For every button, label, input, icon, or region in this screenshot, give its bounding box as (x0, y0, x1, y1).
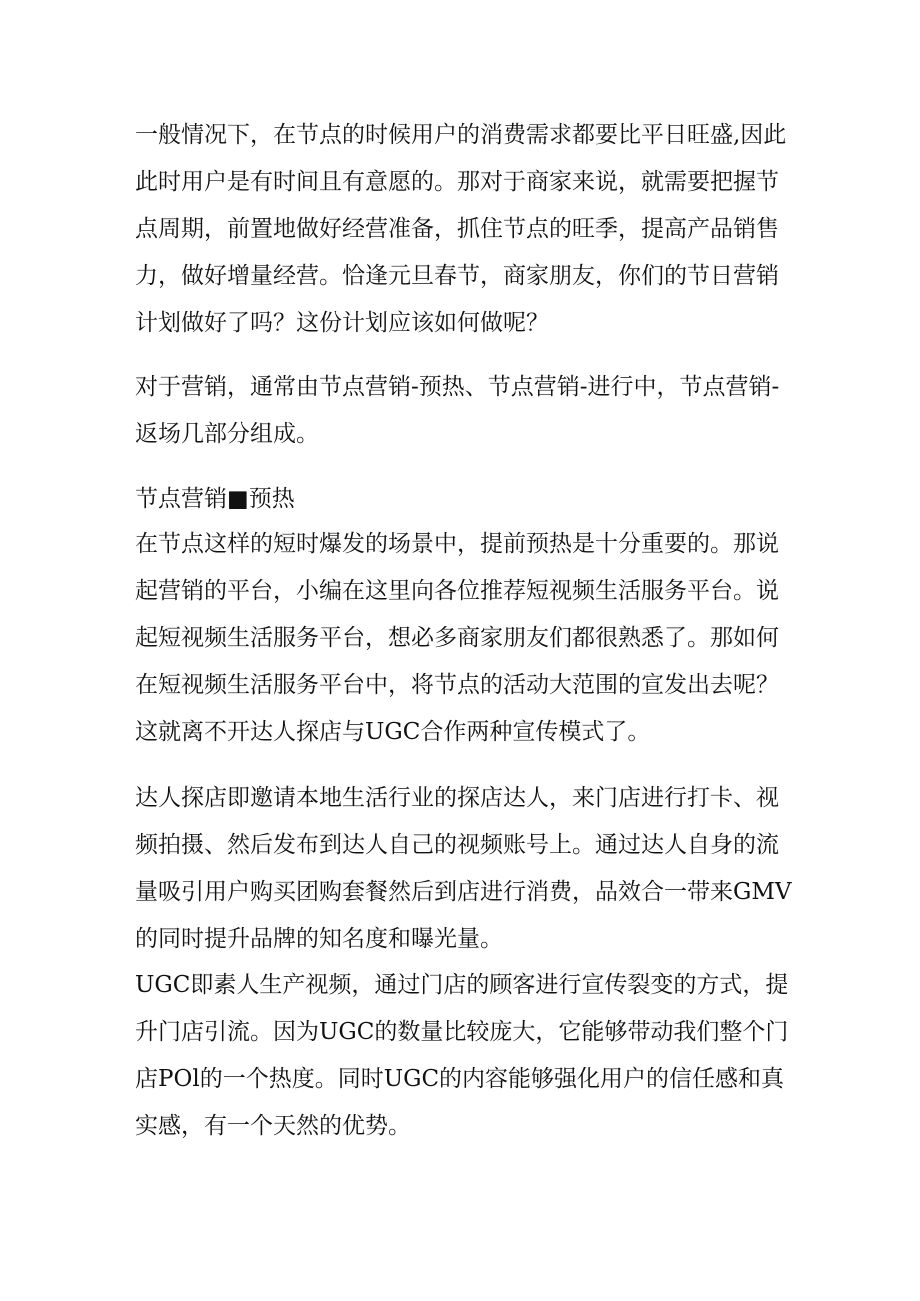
intro-paragraph: 一般情况下，在节点的时候用户的消费需求都要比平日旺盛,因此此时用户是有时间且有意愿的。那对于商家来说，就需要把握节点周期，前置地做好经营准备，抓住节点的旺季，提高产品销售力，做好增量经营。恰逢元旦春节，商家朋友，你们的节日营销计划做好了吗？这份计划应该如何做呢？ (135, 122, 787, 336)
section-heading: 节点营销■预热 (135, 486, 295, 512)
preheat-paragraph: 在节点这样的短时爆发的场景中，提前预热是十分重要的。那说起营销的平台，小编在这里向各位推荐短视频生活服务平台。说起短视频生活服务平台，想必多商家朋友们都很熟悉了。那如何在短视频生活服务平台中，将节点的活动大范围的宣发出去呢？这就离不开达人探店与UGC合作两种宣传模式了。 (135, 531, 779, 745)
marketing-structure-paragraph: 对于营销，通常由节点营销-预热、节点营销-进行中，节点营销-返场几部分组成。 (135, 374, 780, 447)
ugc-paragraph: UGC即素人生产视频，通过门店的顾客进行宣传裂变的方式，提升门店引流。因为UGC的数量比较庞大，它能够带动我们整个门店POl的一个热度。同时UGC的内容能够强化用户的信任感和真实感，有一个天然的优势。 (135, 972, 789, 1139)
influencer-visit-paragraph: 达人探店即邀请本地生活行业的探店达人，来门店进行打卡、视频拍摄、然后发布到达人自己的视频账号上。通过达人自身的流量吸引用户购买团购套餐然后到店进行消费，品效合一带来GMV的同时提升品牌的知名度和曝光量。 (135, 785, 792, 952)
